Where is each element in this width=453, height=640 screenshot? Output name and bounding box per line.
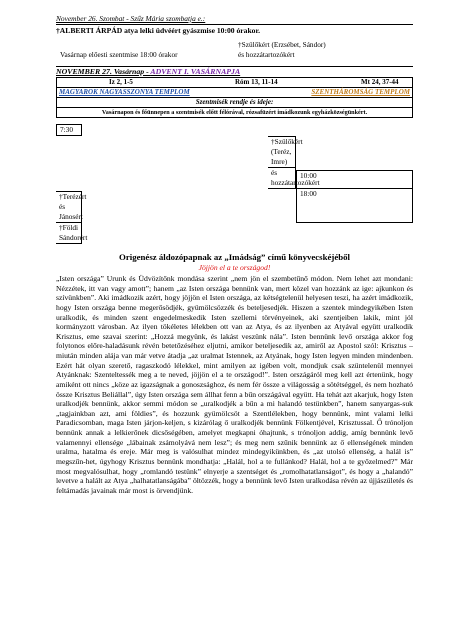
mass-intention: †Szülőkért (Teréz, Imre) xyxy=(268,136,296,168)
sunday-heading xyxy=(56,66,413,77)
sunday-masses xyxy=(56,124,413,244)
intention-line: és hozzátartozókért xyxy=(238,49,295,59)
mass-time: 10:00 xyxy=(296,170,413,189)
vigil-mass-text: Vasárnap előesti szentmise 18:00 órakor xyxy=(60,50,178,59)
memorial-mass-notice: †ALBERTI ÁRPÁD atya lelki üdvéért gyászmise 10:00 órakor. xyxy=(56,26,261,35)
sunday-date: NOVEMBER 27. Vasárnap - xyxy=(56,67,151,76)
sunday-feast: ADVENT I. VASÁRNAPJA xyxy=(150,67,241,76)
mass-time: 18:00 xyxy=(296,189,413,223)
reading-second: Róm 13, 11-14 xyxy=(232,78,358,88)
saturday-heading: November 26. Szombat - Szűz Mária szombatja e.: xyxy=(56,14,206,23)
mass-order-note: Vasárnapon és főünnepen a szentmisék előtt félórával, rózsafüzért imádkozunk egyházközségünkért. xyxy=(56,108,413,118)
saturday-mass-row xyxy=(56,40,413,60)
bulletin-page xyxy=(56,14,413,495)
intention-line: †Szülőkért (Erzsébet, Sándor) xyxy=(238,40,326,49)
divider xyxy=(56,24,413,25)
church-left: MAGYAROK NAGYASSZONYA TEMPLOM xyxy=(59,88,190,96)
essay-title: Origenész áldozópapnak az „Imádság” című könyvecskéjéből xyxy=(119,252,350,262)
mass-intention: †Terézért és Jánosért xyxy=(56,191,82,223)
mass-intention-cont: és hozzátartozókért xyxy=(268,168,296,189)
essay-subtitle: Jöjjön el a te országod! xyxy=(198,263,271,272)
church-right: SZENTHÁROMSÁG TEMPLOM xyxy=(311,88,410,96)
church-header xyxy=(56,88,413,98)
readings-table xyxy=(56,77,413,88)
reading-first: Iz 2, 1-5 xyxy=(57,78,233,88)
mass-intention: †Földi Sándorért xyxy=(56,223,82,244)
mass-order-title: Szentmisék rendje és ideje: xyxy=(56,98,413,108)
mass-time: 7:30 xyxy=(56,124,82,136)
essay-body: „Isten országa” Urunk és Üdvözítőnk mondása szerint „nem jön el szembetűnő módon. Nem lehet azt mondani: Nézzétek, itt van vagy amott”; hanem „az Isten országa bennünk van, mert közel van hozzánk az ige: ajkunkon és szívünkben”. Aki imádkozik azért, hogy jöjjön el Isten országa, az kétségtelenül helyesen teszi, ha azért imádkozik, hogy Isten országa benne megerősödjék, gyümölcsözzék és beteljesedjék. Hiszen a szentek mindegyikében Isten uralkodik, és minden szent engedelmeskedik Isten szellemi törvényeinek, aki szentjeiben lakik, mint jól kormányzott városban. Az ilyen tökéletes lélekben ott van az Atya, és az ilyenben az Atyával együtt uralkodik Krisztus, eme szavai szerint: „Hozzá megyünk, és lakást veszünk nála”. Isten bennünk levő országa akkor fog folytonos előre-haladásunk révén betetőzéséhez eljutni, amikor beteljesedik az, amiről az Apostol szól: Krisztus – miután minden alája van már vetve átadja „az uralmat Istennek, az Atyának, hogy Isten legyen minden mindenben. Ezért hát olyan szerető, ragaszkodó lélekkel, mint amilyen az igében volt, mondjuk csak szüntelenül mennyei Atyánknak: Szenteltessék meg a te neved, jöjjön el a te országod!”. Isten országáról meg kell azt értenünk, hogy amiként ott nincs „köze az igazságnak a gonoszsághoz, és nem fér össze a világosság a sötétséggel, és nem hozható össze Krisztus Beliállal”, úgy Isten országa sem állhat fenn a bűn országával együtt. Ha tehát azt akarjuk, hogy Isten uralkodjék bennünk, akkor semmi módon se „uralkodjék a bűn a mi halandó testünkben”, hanem sanyargas-suk „tagjainkban azt, ami földies”, és hozzunk gyümölcsöt a Szentlélekben, hogy bennünk, mint valami lelki Paradicsomban, maga Isten járjon-keljen, s kizárólag ő uralkodjék bennünk Fölkentjével, Krisztussal. Ő trónoljon bennünk annak a lelkierőnek dicsőségében, amelyet megkapni óhajtunk, s trónoljon addig, amíg bennünk levő valamennyi ellensége „lábainak zsámolyává nem lesz”; és meg nem szűnik bennünk az ő ellenségének minden uralma, hatalma és ereje. Már meg is valósulhat mindez mindegyikünkben, és „az utolsó ellenség, a halál is” megszűn-het, úgyhogy Krisztus bennünk mondhatja: „Halál, hol a te fullánkod? Halál, hol a te győzelmed?” Már most megvalósulhat, hogy „romlandó testünk” elnyerje a szentséget és „romolhatatlanságot”, és hogy a „halandó” levetve a halált az Atya „halhatatlanságába” öltözzék, hogy a bennünk levő Isten uralkodása révén az újjászületés és feltámadás javainak már most is örvendjünk. xyxy=(56,274,413,495)
vigil-intention xyxy=(236,40,326,60)
reading-gospel: Mt 24, 37-44 xyxy=(358,78,413,88)
